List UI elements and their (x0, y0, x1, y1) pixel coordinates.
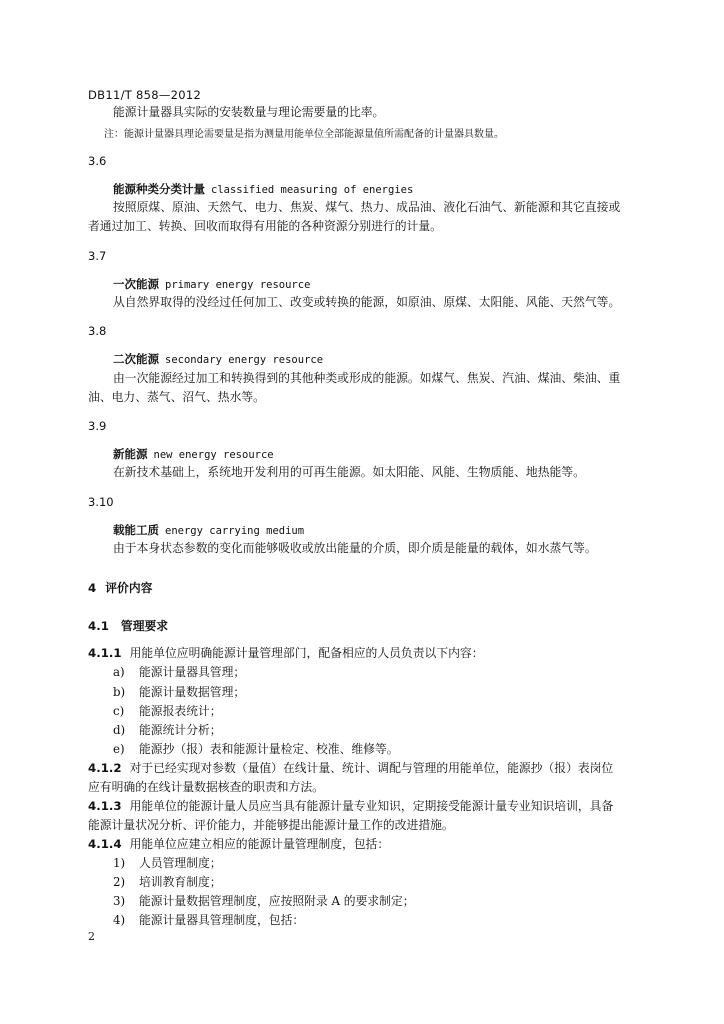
page-number: 2 (88, 930, 95, 943)
clause-number: 4.1.3 (88, 799, 122, 813)
list-marker: b) (113, 685, 126, 699)
list-item (113, 741, 399, 757)
clause-4-1-3 (88, 798, 613, 814)
clause-number: 4.1.4 (88, 837, 122, 851)
list-item (113, 722, 222, 738)
term-definition-line: 从自然界取得的没经过任何加工、改变或转换的能源，如原油、原煤、太阳能、风能、天然气等。 (113, 295, 621, 309)
chapter-number: 4 (88, 581, 97, 595)
list-marker: 3) (113, 894, 126, 908)
intro-line: 能源计量器具实际的安装数量与理论需要量的比率。 (113, 105, 385, 119)
term-definition-line: 由于本身状态参数的变化而能够吸收或放出能量的介质，即介质是能量的载体，如水蒸气等。 (113, 541, 597, 555)
list-marker: 2) (113, 875, 126, 889)
clause-text: 用能单位应明确能源计量管理部门，配备相应的人员负责以下内容： (129, 646, 484, 660)
clause-text: 用能单位应建立相应的能源计量管理制度，包括： (129, 837, 390, 851)
term-number: 3.9 (88, 419, 107, 433)
standard-code-header: DB11/T 858—2012 (88, 88, 202, 102)
term-english: primary energy resource (165, 279, 311, 291)
clause-4-1-1 (88, 645, 484, 661)
term-number: 3.7 (88, 249, 107, 263)
list-marker: e) (113, 742, 125, 756)
list-text: 能源统计分析； (139, 723, 222, 737)
section-heading (88, 617, 168, 634)
clause-number: 4.1.1 (88, 646, 122, 660)
clause-text-continued: 能源计量状况分析、评价能力，并能够提出能源计量工作的改进措施。 (88, 818, 454, 832)
list-marker: c) (113, 704, 125, 718)
term-chinese: 二次能源 (113, 352, 159, 366)
clause-text: 用能单位的能源计量人员应当具有能源计量专业知识，定期接受能源计量专业知识培训，具备 (129, 799, 614, 813)
term-number: 3.10 (88, 495, 114, 509)
list-item (113, 664, 245, 680)
term-number: 3.6 (88, 154, 107, 168)
term-definition-line: 由一次能源经过加工和转换得到的其他种类或形成的能源。如煤气、焦炭、汽油、煤油、柴油、重 (113, 371, 621, 385)
term-chinese: 一次能源 (113, 277, 159, 291)
list-text: 人员管理制度； (139, 856, 222, 870)
term-number: 3.8 (88, 324, 107, 338)
term-definition-line: 油、电力、蒸气、沼气、热水等。 (88, 390, 265, 404)
clause-text: 对于已经实现对参数（量值）在线计量、统计、调配与管理的用能单位，能源抄（报）表岗位 (129, 761, 614, 775)
list-item (113, 703, 222, 719)
term-chinese: 载能工质 (113, 523, 159, 537)
list-text: 培训教育制度； (139, 875, 222, 889)
term-english: classified measuring of energies (211, 184, 414, 196)
term-heading (113, 351, 323, 367)
list-text: 能源计量器具管理； (139, 665, 246, 679)
term-chinese: 新能源 (113, 447, 148, 461)
list-item (113, 874, 222, 890)
list-text: 能源计量数据管理； (139, 685, 246, 699)
term-heading (113, 276, 310, 292)
list-text: 能源抄（报）表和能源计量检定、校准、维修等。 (139, 742, 399, 756)
clause-text-continued: 应有明确的在线计量数据核查的职责和方法。 (88, 780, 324, 794)
term-heading (113, 522, 304, 538)
intro-note: 注：能源计量器具理论需要量是指为测量用能单位全部能源量值所需配备的计量器具数量。 (104, 129, 504, 140)
term-heading (113, 446, 274, 462)
list-marker: d) (113, 723, 126, 737)
term-english: secondary energy resource (165, 354, 324, 366)
list-marker: 4) (113, 913, 126, 927)
list-marker: 1) (113, 856, 126, 870)
term-english: energy carrying medium (165, 525, 305, 537)
term-definition-line: 按照原煤、原油、天然气、电力、焦炭、煤气、热力、成品油、液化石油气、新能源和其它直接或 (113, 200, 621, 214)
list-item (113, 912, 304, 928)
section-title: 管理要求 (120, 619, 169, 633)
term-definition-line: 者通过加工、转换、回收而取得有用能的各种资源分别进行的计量。 (88, 219, 442, 233)
term-chinese: 能源种类分类计量 (113, 182, 205, 196)
list-marker: a) (113, 665, 125, 679)
chapter-title: 评价内容 (105, 581, 153, 595)
list-text: 能源计量器具管理制度，包括： (139, 913, 305, 927)
list-text: 能源报表统计； (139, 704, 222, 718)
section-number: 4.1 (88, 619, 109, 633)
list-text: 能源计量数据管理制度，应按照附录 A 的要求制定； (139, 894, 415, 908)
list-item (113, 684, 245, 700)
list-item (113, 893, 415, 909)
clause-4-1-2 (88, 760, 613, 776)
clause-4-1-4 (88, 836, 389, 852)
term-english: new energy resource (153, 449, 274, 461)
chapter-heading (88, 579, 152, 596)
term-heading (113, 181, 413, 197)
list-item (113, 855, 222, 871)
clause-number: 4.1.2 (88, 761, 122, 775)
term-definition-line: 在新技术基础上，系统地开发利用的可再生能源。如太阳能、风能、生物质能、地热能等。 (113, 465, 585, 479)
